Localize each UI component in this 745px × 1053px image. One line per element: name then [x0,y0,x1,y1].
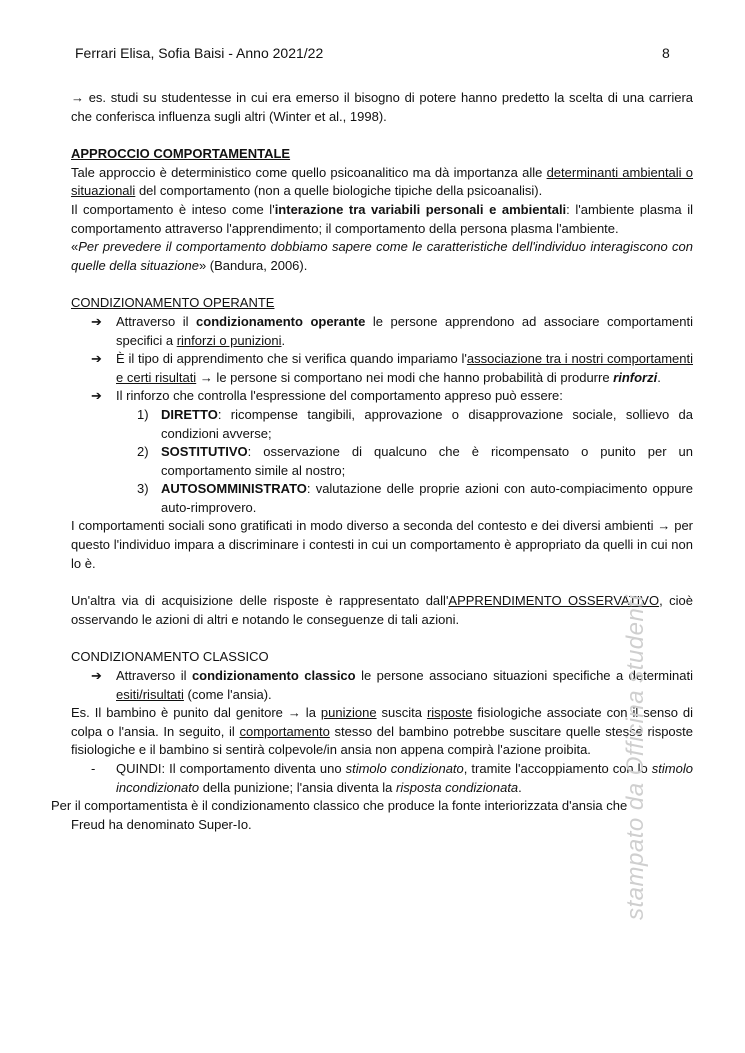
page-header-authors: Ferrari Elisa, Sofia Baisi - Anno 2021/22 [75,45,324,61]
section-title-operante: CONDIZIONAMENTO OPERANTE [71,295,275,311]
arrow-bullet-icon: ➔ [91,313,102,329]
rinforzo-item-sostitutivo: 2) SOSTITUTIVO: osservazione di qualcuno che è ricompensato o punito per un comportamento simile al nostro; [137,444,693,478]
operante-bullet-1: ➔ Attraverso il condizionamento operante le persone apprendono ad associare comportamenti specifici a rinforzi o punizioni. [91,313,693,348]
page-content [51,89,694,834]
intro-paragraph: → es. studi su studentesse in cui era emerso il bisogno di potere hanno predetto la scelta di una carriera che conferisca influenza sugli altri (Winter et al., 1998). [71,90,693,124]
observational-learning-paragraph: Un'altra via di acquisizione delle risposte è rappresentato dall'APPRENDIMENTO OSSERVATIVO, cioè osservando le azioni di altri e notando le conseguenze di tali azioni. [71,593,693,627]
operante-conclusion: I comportamenti sociali sono gratificati in modo diverso a seconda del contesto e dei diversi ambienti → per questo l'individuo impara a discriminare i contesti in cui un comportamento è appropriato da quelli in cui non lo è. [71,518,693,571]
arrow-bullet-icon: ➔ [91,668,102,684]
section-title-approccio: APPROCCIO COMPORTAMENTALE [71,146,291,162]
bandura-quote: «Per prevedere il comportamento dobbiamo sapere come le caratteristiche dell'individuo interagiscono con quelle della situazione» (Bandura, 2006). [71,239,693,273]
arrow-bullet-icon: ➔ [91,351,102,367]
closing-paragraph: Per il comportamentista è il condizionamento classico che produce la fonte interiorizzata d'ansia che Freud ha denominato Super-Io. [51,798,628,832]
classico-dash-item: - QUINDI: Il comportamento diventa uno stimolo condizionato, tramite l'accoppiamento con lo stimolo incondizionato della punizione; l'ansia diventa la risposta condizionata. [91,761,693,795]
page-number: 8 [662,45,670,61]
operante-bullet-3: ➔ Il rinforzo che controlla l'espressione del comportamento appreso può essere: [71,387,693,406]
classico-bullet-1: ➔ Attraverso il condizionamento classico le persone associano situazioni specifiche a determinati esiti/risultati (come l'ansia). [91,668,693,702]
section-title-classico: CONDIZIONAMENTO CLASSICO [71,649,269,665]
watermark-text: stampato da Officina studenti [622,594,649,920]
classico-example: Es. Il bambino è punito dal genitore → la punizione suscita risposte fisiologiche associate con il senso di colpa o l'ansia. In seguito, il comportamento stesso del bambino potrebbe suscitare quelle stesse risposte fisiologiche e il bambino si sentirà colpevole/in ansia non appena compirà l'azione proibita. [71,705,694,758]
approccio-paragraph-2: Il comportamento è inteso come l'interazione tra variabili personali e ambientali: l'ambiente plasma il comportamento attraverso l'apprendimento; il comportamento della persona plasma l'ambiente. [71,201,693,236]
operante-bullet-2: ➔ È il tipo di apprendimento che si verifica quando impariamo l'associazione tra i nostri comportamenti e certi risultati → le persone si comportano nei modi che hanno probabilità di produrre rinforzi. [91,351,693,385]
arrow-bullet-icon: ➔ [91,388,102,404]
approccio-paragraph-1: Tale approccio è deterministico come quello psicoanalitico ma dà importanza alle determinanti ambientali o situazionali del comportamento (non a quelle biologiche tipiche della psicoanalisi). [71,164,694,199]
rinforzo-item-autosomministrato: 3) AUTOSOMMINISTRATO: valutazione delle proprie azioni con auto-compiacimento oppure auto-rimprovero. [137,481,693,515]
rinforzo-item-diretto: 1) DIRETTO: ricompense tangibili, approvazione o disapprovazione sociale, sollievo da condizioni avverse; [137,406,693,441]
